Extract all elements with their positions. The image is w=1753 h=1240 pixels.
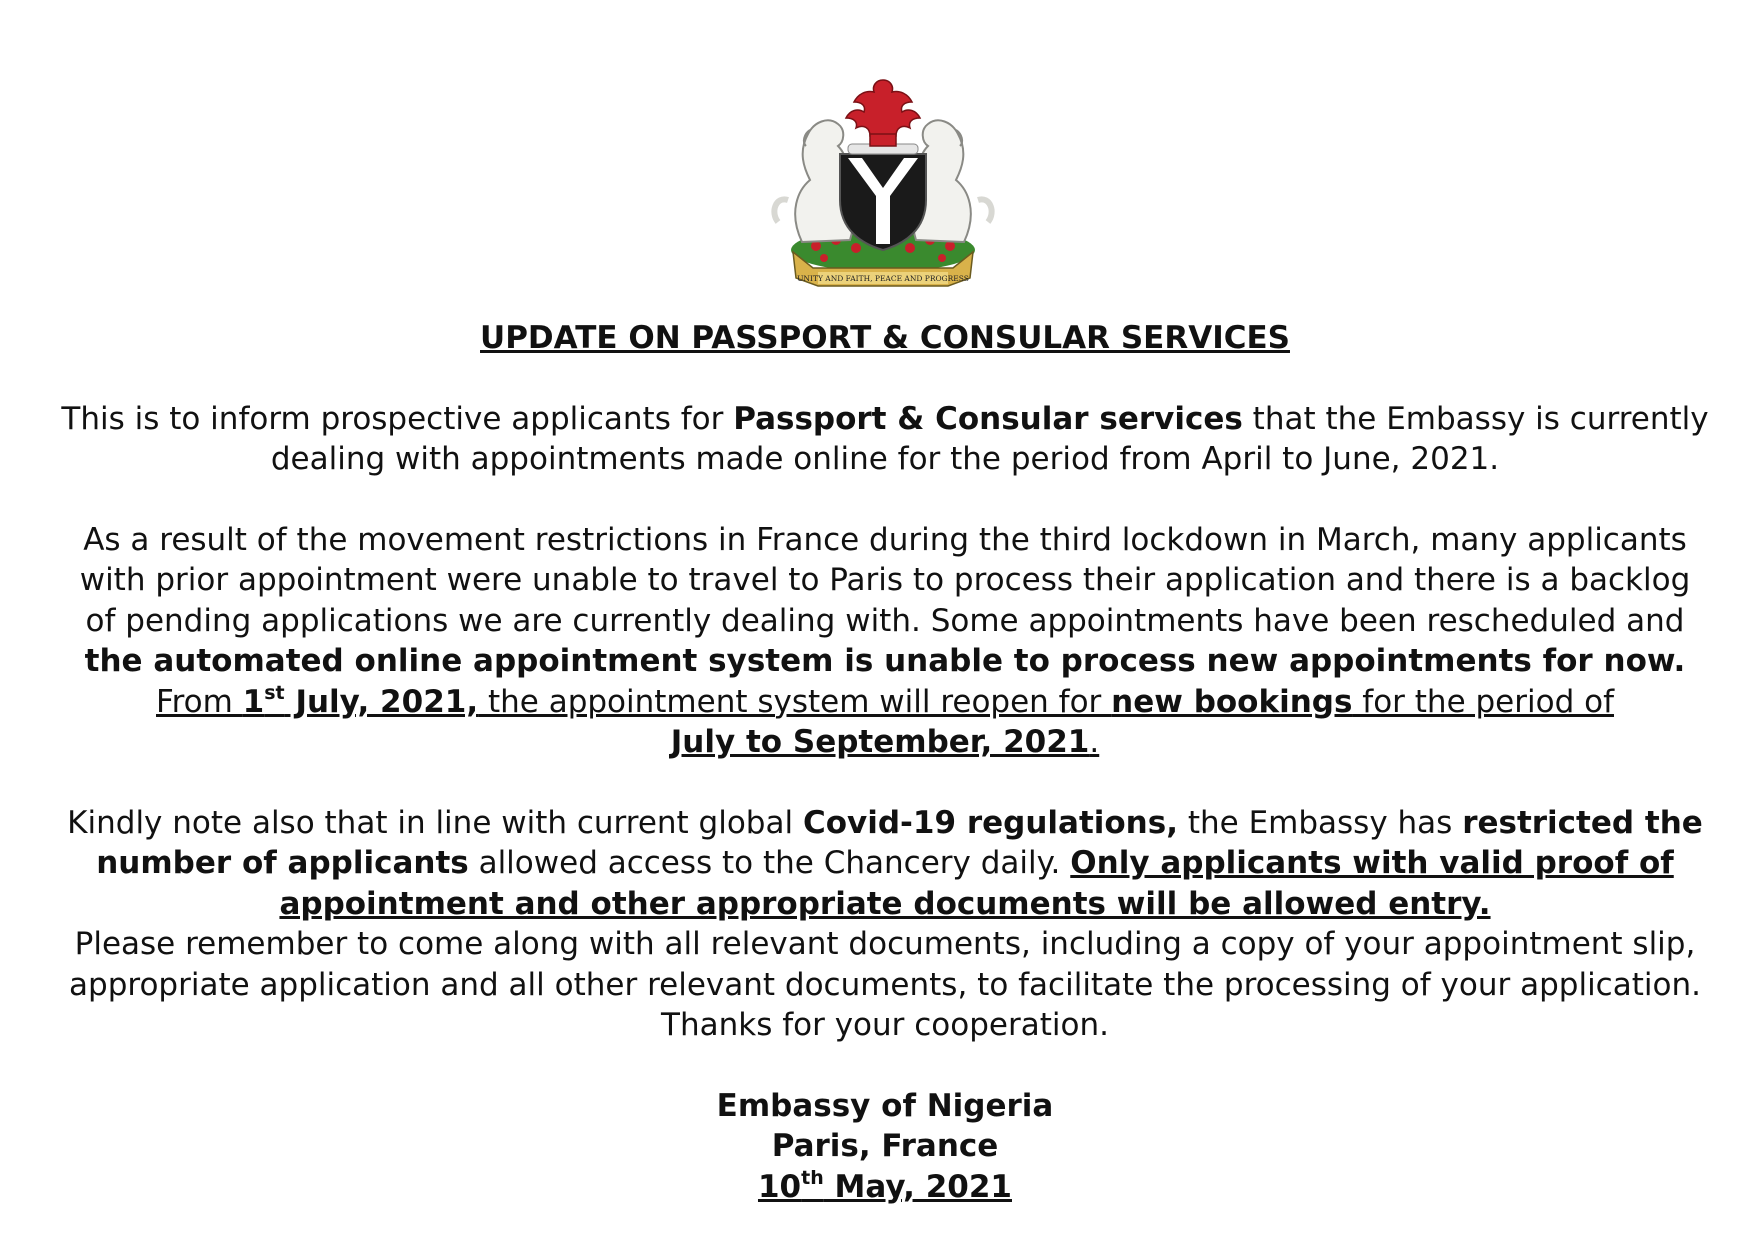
date-superscript: th	[801, 1166, 824, 1189]
text-run: From	[156, 683, 243, 720]
text-run: that the Embassy is currently dealing with appointments made online for the period from April to June, 2021.	[270, 400, 1709, 477]
signature-date	[60, 1167, 1710, 1208]
notice-title: UPDATE ON PASSPORT & CONSULAR SERVICES	[480, 320, 1290, 356]
bold-run: 1	[242, 683, 265, 720]
superscript: st	[264, 681, 285, 704]
bold-run: new bookings	[1111, 683, 1353, 720]
bold-run: Covid-19 regulations,	[802, 804, 1178, 841]
text-run: Kindly note also that in line with current global	[67, 804, 803, 841]
signature-line-2: Paris, France	[771, 1128, 999, 1164]
coat-of-arms-icon	[758, 72, 1008, 290]
crest-motto: UNITY AND FAITH, PEACE AND PROGRESS	[797, 274, 969, 283]
text-run: As a result of the movement restrictions in France during the third lockdown in March, many applicants with prior appointment were unable to travel to Paris to process their application and there is a backlog of pending applications we are currently dealing with. Some appointments have been rescheduled and	[79, 521, 1691, 639]
notice-body	[60, 318, 1710, 1207]
text-run: for the period of	[1352, 683, 1614, 720]
reopen-notice	[156, 681, 1614, 761]
bold-run: Passport & Consular services	[733, 400, 1243, 437]
bold-run: Only applicants with valid proof of appointment and other appropriate documents will be allowed entry.	[279, 845, 1674, 922]
paragraph-covid	[60, 803, 1710, 925]
bold-run: July to September, 2021	[670, 724, 1090, 760]
text-run: the Embassy has	[1177, 804, 1463, 841]
bold-run: restricted the number of applicants	[96, 804, 1703, 881]
signature-line-1: Embassy of Nigeria	[716, 1087, 1054, 1124]
text-run: This is to inform prospective applicants for	[61, 400, 734, 437]
text-run: allowed access to the Chancery daily.	[468, 845, 1071, 881]
text-run: .	[1089, 724, 1100, 760]
paragraph-documents: Please remember to come along with all relevant documents, including a copy of your appointment slip, appropriate application and all other relevant documents, to facilitate the processing of your application.	[69, 926, 1701, 1003]
bold-run: the automated online appointment system is unable to process new appointments for now.	[84, 643, 1686, 679]
date-rest: May, 2021	[823, 1168, 1012, 1205]
paragraph-backlog	[60, 520, 1710, 763]
date-day: 10	[757, 1168, 802, 1205]
paragraph-intro	[60, 399, 1710, 480]
signature-block	[60, 1086, 1710, 1208]
paragraph-thanks: Thanks for your cooperation.	[661, 1007, 1109, 1043]
bold-run: July, 2021,	[284, 683, 479, 720]
text-run: the appointment system will reopen for	[478, 683, 1112, 720]
